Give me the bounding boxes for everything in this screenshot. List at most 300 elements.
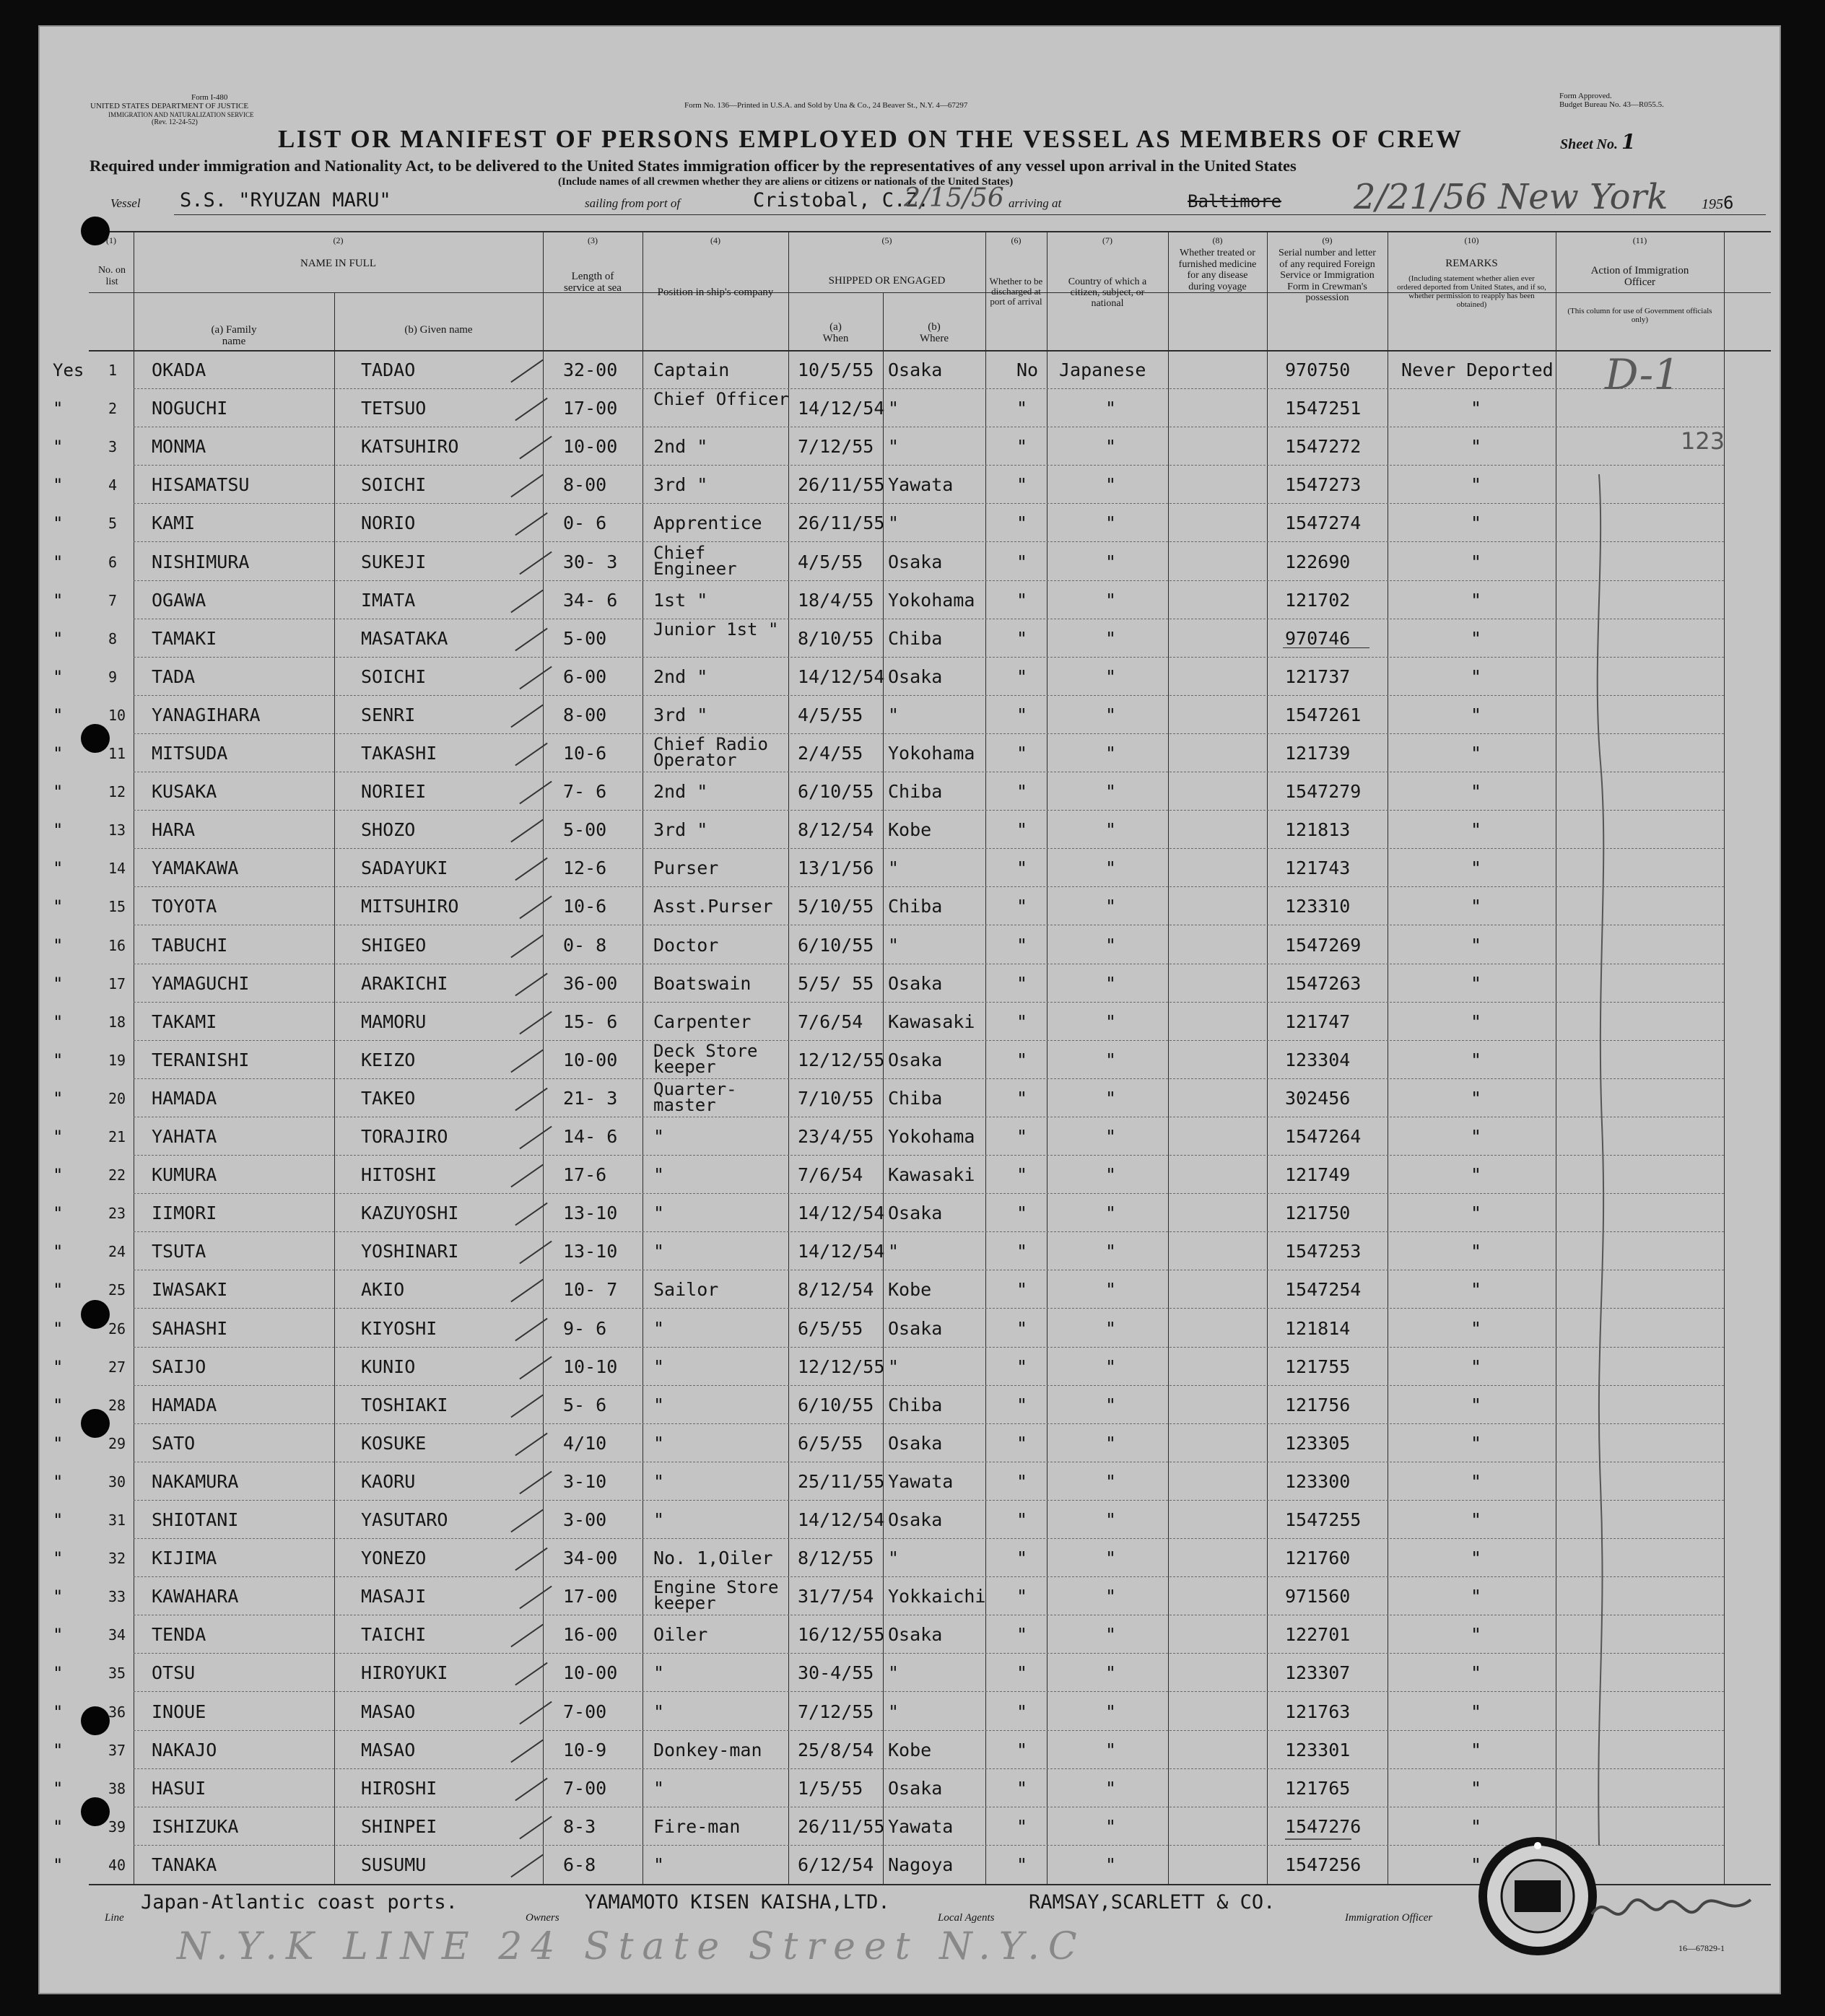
position: Donkey-man bbox=[653, 1739, 762, 1760]
discharge: " bbox=[1016, 1432, 1028, 1454]
remarks: " bbox=[1471, 1548, 1482, 1569]
service-length: 10-9 bbox=[563, 1739, 607, 1760]
position: 2nd " bbox=[653, 436, 708, 458]
row-number: 38 bbox=[108, 1779, 126, 1797]
family-name: IWASAKI bbox=[152, 1279, 228, 1301]
row-flag: " bbox=[53, 820, 64, 841]
service-length: 5- 6 bbox=[563, 1394, 607, 1415]
row-flag: " bbox=[53, 475, 64, 496]
shipped-where: " bbox=[888, 512, 900, 534]
remarks: " bbox=[1471, 1701, 1482, 1722]
given-name: ARAKICHI bbox=[361, 972, 448, 994]
serial-number: 121750 bbox=[1285, 1203, 1351, 1224]
position: 3rd " bbox=[653, 704, 708, 725]
row-flag: " bbox=[53, 1625, 64, 1646]
binder-hole bbox=[81, 217, 110, 245]
country: " bbox=[1105, 1548, 1117, 1569]
header-c3: Length of service at sea bbox=[564, 271, 622, 294]
check-tick bbox=[519, 1586, 552, 1610]
position: " bbox=[653, 1317, 665, 1339]
shipped-when: 8/12/54 bbox=[798, 1279, 874, 1301]
row-flag: " bbox=[53, 551, 64, 572]
given-name: KATSUHIRO bbox=[361, 436, 459, 458]
serial-number: 121756 bbox=[1285, 1394, 1351, 1415]
country: " bbox=[1105, 398, 1117, 419]
row-number: 15 bbox=[108, 898, 126, 916]
shipped-where: Osaka bbox=[888, 359, 943, 380]
family-name: SAHASHI bbox=[152, 1317, 228, 1339]
discharge: " bbox=[1016, 934, 1028, 956]
vessel-name: S.S. "RYUZAN MARU" bbox=[180, 189, 391, 211]
header-c10-num: (10) bbox=[1464, 235, 1479, 245]
check-tick bbox=[515, 1662, 547, 1686]
serial-number: 122701 bbox=[1285, 1624, 1351, 1646]
discharge: " bbox=[1016, 1624, 1028, 1646]
serial-number: 1547255 bbox=[1285, 1509, 1362, 1530]
check-tick bbox=[515, 858, 547, 881]
shipped-when: 16/12/55 bbox=[798, 1624, 885, 1646]
row-flag: " bbox=[53, 858, 64, 879]
position: " bbox=[653, 1701, 665, 1722]
given-name: KUNIO bbox=[361, 1356, 416, 1377]
check-tick bbox=[510, 1049, 543, 1073]
margin-number: 123 bbox=[1681, 427, 1725, 455]
shipped-where: " bbox=[888, 1548, 900, 1569]
family-name: HISAMATSU bbox=[152, 474, 250, 496]
position: Asst.Purser bbox=[653, 896, 773, 917]
discharge: " bbox=[1016, 1470, 1028, 1492]
shipped-where: Nagoya bbox=[888, 1854, 954, 1875]
family-name: KAWAHARA bbox=[152, 1586, 239, 1607]
shipped-when: 6/10/55 bbox=[798, 934, 874, 956]
shipped-where: Yawata bbox=[888, 1815, 954, 1837]
remarks: " bbox=[1471, 1087, 1482, 1109]
row-flag: " bbox=[53, 1318, 64, 1339]
position: " bbox=[653, 1394, 665, 1415]
serial-number: 1547269 bbox=[1285, 934, 1362, 956]
check-tick bbox=[515, 972, 547, 996]
service-length: 36-00 bbox=[563, 972, 618, 994]
service-length: 10-6 bbox=[563, 743, 607, 764]
family-name: KUSAKA bbox=[152, 781, 217, 803]
service-length: 9- 6 bbox=[563, 1317, 607, 1339]
given-name: KIYOSHI bbox=[361, 1317, 437, 1339]
service-length: 17-00 bbox=[563, 398, 618, 419]
serial-number: 1547279 bbox=[1285, 781, 1362, 803]
remarks: " bbox=[1471, 512, 1482, 534]
shipped-where: Kawasaki bbox=[888, 1164, 975, 1186]
shipped-when: 30-4/55 bbox=[798, 1662, 874, 1684]
header-c4-num: (4) bbox=[710, 235, 720, 245]
given-name: TORAJIRO bbox=[361, 1126, 448, 1147]
check-tick bbox=[519, 1701, 552, 1724]
position: " bbox=[653, 1509, 665, 1530]
position: Doctor bbox=[653, 934, 719, 956]
header-c11-num: (11) bbox=[1632, 235, 1647, 245]
binder-hole bbox=[81, 1300, 110, 1329]
given-name: YASUTARO bbox=[361, 1509, 448, 1530]
table-row bbox=[40, 925, 1780, 964]
shipped-where: " bbox=[888, 934, 900, 956]
handwritten-address: N.Y.K LINE 24 State Street N.Y.C bbox=[177, 1925, 1086, 1968]
given-name: SOICHI bbox=[361, 666, 427, 687]
table-row bbox=[40, 1462, 1780, 1500]
shipped-when: 12/12/55 bbox=[798, 1356, 885, 1377]
shipped-where: Osaka bbox=[888, 1777, 943, 1799]
row-flag: " bbox=[53, 1088, 64, 1109]
discharge: " bbox=[1016, 1394, 1028, 1415]
row-number: 35 bbox=[108, 1664, 126, 1683]
shipped-where: Chiba bbox=[888, 781, 943, 803]
country: " bbox=[1105, 1777, 1117, 1799]
row-flag: " bbox=[53, 1242, 64, 1262]
header-c11-note: (This column for use of Government officials only) bbox=[1567, 307, 1712, 324]
row-flag: " bbox=[53, 1816, 64, 1837]
table-row bbox=[40, 619, 1780, 657]
country: " bbox=[1105, 1586, 1117, 1607]
manifest-sheet bbox=[38, 25, 1781, 1994]
service-length: 10- 7 bbox=[563, 1279, 618, 1301]
shipped-where: " bbox=[888, 398, 900, 419]
row-number: 12 bbox=[108, 783, 126, 801]
family-name: TOYOTA bbox=[152, 896, 217, 917]
service-length: 5-00 bbox=[563, 819, 607, 841]
family-name: OTSU bbox=[152, 1662, 196, 1684]
remarks: " bbox=[1471, 1356, 1482, 1377]
service-length: 34-00 bbox=[563, 1548, 618, 1569]
serial-number: 121747 bbox=[1285, 1011, 1351, 1032]
table-row bbox=[40, 465, 1780, 503]
serial-number: 970750 bbox=[1285, 359, 1351, 380]
service-length: 7- 6 bbox=[563, 781, 607, 803]
header-c10-note: (Including statement whether alien ever ordered deported from United States, and if so, whether permission to reapply has been obtained) bbox=[1397, 274, 1546, 309]
country: " bbox=[1105, 1739, 1117, 1760]
service-length: 34- 6 bbox=[563, 589, 618, 611]
table-row bbox=[40, 1117, 1780, 1155]
shipped-where: Kobe bbox=[888, 1279, 932, 1301]
form-approved: Form Approved. bbox=[1559, 92, 1612, 100]
position: Captain bbox=[653, 359, 730, 380]
table-row bbox=[40, 1155, 1780, 1193]
position: " bbox=[653, 1662, 665, 1684]
shipped-where: Osaka bbox=[888, 1049, 943, 1070]
discharge: " bbox=[1016, 398, 1028, 419]
service-length: 7-00 bbox=[563, 1777, 607, 1799]
row-number: 10 bbox=[108, 706, 126, 724]
header-c8-num: (8) bbox=[1212, 235, 1223, 245]
check-tick bbox=[510, 474, 543, 498]
service-length: 12-6 bbox=[563, 858, 607, 879]
table-row bbox=[40, 1040, 1780, 1078]
position: " bbox=[653, 1356, 665, 1377]
family-name: NAKAJO bbox=[152, 1739, 217, 1760]
shipped-where: " bbox=[888, 1701, 900, 1722]
given-name: TAKASHI bbox=[361, 743, 437, 764]
service-length: 32-00 bbox=[563, 359, 618, 380]
serial-number: 121814 bbox=[1285, 1317, 1351, 1339]
serial-number: 1547263 bbox=[1285, 972, 1362, 994]
family-name: ISHIZUKA bbox=[152, 1815, 239, 1837]
position: Fire-man bbox=[653, 1815, 741, 1837]
binder-hole bbox=[81, 1797, 110, 1826]
shipped-where: Yawata bbox=[888, 1470, 954, 1492]
country: " bbox=[1105, 551, 1117, 572]
remarks: " bbox=[1471, 858, 1482, 879]
family-name: YANAGIHARA bbox=[152, 704, 261, 725]
check-tick bbox=[519, 551, 552, 575]
header-c10: REMARKS bbox=[1445, 258, 1498, 269]
position: 3rd " bbox=[653, 819, 708, 841]
row-flag: " bbox=[53, 1356, 64, 1377]
arriving-handwritten: 2/21/56 New York bbox=[1354, 177, 1668, 217]
discharge: " bbox=[1016, 1854, 1028, 1875]
country: " bbox=[1105, 1662, 1117, 1684]
shipped-where: Kobe bbox=[888, 1739, 932, 1760]
header-c2a: (a) Family name bbox=[211, 324, 257, 347]
position: Sailor bbox=[653, 1279, 719, 1301]
discharge: " bbox=[1016, 896, 1028, 917]
position: " bbox=[653, 1203, 665, 1224]
table-row bbox=[40, 1423, 1780, 1462]
check-tick bbox=[515, 1432, 547, 1456]
row-number: 19 bbox=[108, 1051, 126, 1069]
shipped-when: 6/10/55 bbox=[798, 1394, 874, 1415]
serial-number: 121813 bbox=[1285, 819, 1351, 841]
service-length: 0- 8 bbox=[563, 934, 607, 956]
binder-hole bbox=[81, 724, 110, 753]
row-flag: " bbox=[53, 896, 64, 917]
family-name: INOUE bbox=[152, 1701, 206, 1722]
position: Carpenter bbox=[653, 1011, 752, 1032]
service-length: 10-6 bbox=[563, 896, 607, 917]
country: " bbox=[1105, 1126, 1117, 1147]
given-name: YOSHINARI bbox=[361, 1241, 459, 1262]
discharge: " bbox=[1016, 1509, 1028, 1530]
position: " bbox=[653, 1854, 665, 1875]
service-length: 21- 3 bbox=[563, 1087, 618, 1109]
given-name: SHOZO bbox=[361, 819, 416, 841]
service-length: 13-10 bbox=[563, 1241, 618, 1262]
position: " bbox=[653, 1470, 665, 1492]
table-top bbox=[89, 231, 1771, 232]
position: " bbox=[653, 1241, 665, 1262]
shipped-when: 31/7/54 bbox=[798, 1586, 874, 1607]
serial-number: 1547256 bbox=[1285, 1854, 1362, 1875]
officer-label: Immigration Officer bbox=[1345, 1912, 1433, 1924]
family-name: OGAWA bbox=[152, 589, 206, 611]
shipped-when: 8/12/54 bbox=[798, 819, 874, 841]
discharge: " bbox=[1016, 743, 1028, 764]
discharge: " bbox=[1016, 819, 1028, 841]
remarks: " bbox=[1471, 1586, 1482, 1607]
row-flag: " bbox=[53, 1740, 64, 1760]
country: " bbox=[1105, 666, 1117, 687]
serial-number: 121763 bbox=[1285, 1701, 1351, 1722]
officer-mark: D-1 bbox=[1605, 350, 1681, 399]
family-name: TERANISHI bbox=[152, 1049, 250, 1070]
service-length: 4/10 bbox=[563, 1432, 607, 1454]
given-name: HIROYUKI bbox=[361, 1662, 448, 1684]
given-name: NORIEI bbox=[361, 781, 427, 803]
discharge: " bbox=[1016, 704, 1028, 725]
remarks: " bbox=[1471, 551, 1482, 572]
shipped-when: 14/12/54 bbox=[798, 1509, 885, 1530]
table-row bbox=[40, 503, 1780, 541]
discharge: " bbox=[1016, 436, 1028, 458]
shipped-where: Osaka bbox=[888, 1432, 943, 1454]
discharge: " bbox=[1016, 1049, 1028, 1070]
discharge: " bbox=[1016, 1011, 1028, 1032]
remarks: " bbox=[1471, 1317, 1482, 1339]
remarks: " bbox=[1471, 1241, 1482, 1262]
manifest-subtitle: Required under immigration and Nationality Act, to be delivered to the United States immigration officer by the representatives of any vessel upon arrival in the United States bbox=[90, 157, 1297, 175]
row-number: 26 bbox=[108, 1319, 126, 1338]
header-c11: Action of Immigration Officer bbox=[1590, 265, 1689, 288]
serial-number: 121737 bbox=[1285, 666, 1351, 687]
given-name: TOSHIAKI bbox=[361, 1394, 448, 1415]
family-name: IIMORI bbox=[152, 1203, 217, 1224]
country: " bbox=[1105, 436, 1117, 458]
budget-bureau: Budget Bureau No. 43—R055.5. bbox=[1559, 100, 1664, 109]
family-name: HASUI bbox=[152, 1777, 206, 1799]
shipped-when: 8/10/55 bbox=[798, 627, 874, 649]
header-c6-num: (6) bbox=[1011, 235, 1022, 245]
remarks: " bbox=[1471, 1624, 1482, 1646]
immigration-stamp bbox=[1473, 1831, 1603, 1961]
position: Junior 1st " bbox=[653, 619, 779, 640]
shipped-where: Chiba bbox=[888, 1394, 943, 1415]
remarks: " bbox=[1471, 1815, 1482, 1837]
row-flag: " bbox=[53, 437, 64, 458]
given-name: SADAYUKI bbox=[361, 858, 448, 879]
serial-number: 121702 bbox=[1285, 589, 1351, 611]
row-number: 18 bbox=[108, 1013, 126, 1031]
row-number: 6 bbox=[108, 553, 118, 571]
row-number: 1 bbox=[108, 362, 118, 379]
remarks: " bbox=[1471, 972, 1482, 994]
family-name: YAHATA bbox=[152, 1126, 217, 1147]
country: " bbox=[1105, 1087, 1117, 1109]
country: " bbox=[1105, 972, 1117, 994]
service-length: 5-00 bbox=[563, 627, 607, 649]
check-tick bbox=[510, 1509, 543, 1533]
check-tick bbox=[519, 781, 552, 805]
shipped-where: Osaka bbox=[888, 666, 943, 687]
row-number: 36 bbox=[108, 1703, 126, 1721]
shipped-when: 6/5/55 bbox=[798, 1432, 863, 1454]
shipped-when: 7/6/54 bbox=[798, 1164, 863, 1186]
check-tick bbox=[515, 1777, 547, 1801]
check-tick bbox=[515, 1088, 547, 1112]
family-name: HAMADA bbox=[152, 1087, 217, 1109]
shipped-when: 7/12/55 bbox=[798, 1701, 874, 1722]
given-name: NORIO bbox=[361, 512, 416, 534]
row-flag: " bbox=[53, 1471, 64, 1492]
family-name: TSUTA bbox=[152, 1241, 206, 1262]
check-tick bbox=[510, 819, 543, 843]
shipped-where: Yokohama bbox=[888, 743, 975, 764]
position: " bbox=[653, 1432, 665, 1454]
remarks: " bbox=[1471, 1394, 1482, 1415]
position: Engine Store keeper bbox=[653, 1577, 779, 1614]
position: Chief Engineer bbox=[653, 542, 737, 579]
header-c5a: (a) When bbox=[822, 321, 849, 344]
row-number: 8 bbox=[108, 629, 118, 647]
header-c5: SHIPPED OR ENGAGED bbox=[828, 275, 946, 287]
service-length: 16-00 bbox=[563, 1624, 618, 1646]
check-tick bbox=[515, 627, 547, 651]
check-tick bbox=[519, 896, 552, 920]
country: " bbox=[1105, 1241, 1117, 1262]
remarks: " bbox=[1471, 1739, 1482, 1760]
country: " bbox=[1105, 934, 1117, 956]
check-tick bbox=[515, 398, 547, 422]
row-number: 40 bbox=[108, 1856, 126, 1874]
row-number: 16 bbox=[108, 936, 126, 954]
row-flag: " bbox=[53, 1510, 64, 1530]
service-length: 14- 6 bbox=[563, 1126, 618, 1147]
shipped-when: 14/12/54 bbox=[798, 1203, 885, 1224]
check-tick bbox=[519, 1471, 552, 1495]
row-number: 29 bbox=[108, 1434, 126, 1452]
table-row bbox=[40, 388, 1780, 427]
country: " bbox=[1105, 1509, 1117, 1530]
remarks: " bbox=[1471, 627, 1482, 649]
position: 2nd " bbox=[653, 666, 708, 687]
row-number: 30 bbox=[108, 1472, 126, 1491]
discharge: " bbox=[1016, 1317, 1028, 1339]
country: " bbox=[1105, 1394, 1117, 1415]
sailing-label: sailing from port of bbox=[585, 196, 681, 210]
serial-correction bbox=[1283, 647, 1369, 648]
shipped-where: Osaka bbox=[888, 551, 943, 572]
serial-number: 123300 bbox=[1285, 1470, 1351, 1492]
remarks: " bbox=[1471, 1203, 1482, 1224]
binder-hole bbox=[81, 1706, 110, 1735]
table-row bbox=[40, 1538, 1780, 1576]
owners-label: Owners bbox=[526, 1912, 559, 1924]
row-number: 5 bbox=[108, 515, 118, 533]
table-row bbox=[40, 350, 1780, 388]
position: 2nd " bbox=[653, 781, 708, 803]
given-name: MITSUHIRO bbox=[361, 896, 459, 917]
country: " bbox=[1105, 1470, 1117, 1492]
check-tick bbox=[519, 1241, 552, 1265]
table-row bbox=[40, 657, 1780, 695]
discharge: " bbox=[1016, 781, 1028, 803]
family-name: TAMAKI bbox=[152, 627, 217, 649]
country: " bbox=[1105, 1356, 1117, 1377]
serial-number: 1547273 bbox=[1285, 474, 1362, 496]
given-name: SUSUMU bbox=[361, 1854, 427, 1875]
shipped-when: 7/12/55 bbox=[798, 436, 874, 458]
row-number: 37 bbox=[108, 1741, 126, 1759]
serial-number: 122690 bbox=[1285, 551, 1351, 572]
position: " bbox=[653, 1126, 665, 1147]
table-row bbox=[40, 1231, 1780, 1270]
family-name: NOGUCHI bbox=[152, 398, 228, 419]
service-length: 10-00 bbox=[563, 1049, 618, 1070]
service-length: 17-00 bbox=[563, 1586, 618, 1607]
serial-number: 121755 bbox=[1285, 1356, 1351, 1377]
remarks: " bbox=[1471, 704, 1482, 725]
serial-number: 1547261 bbox=[1285, 704, 1362, 725]
from-date-handwritten: 2/15/56 bbox=[904, 183, 1004, 213]
shipped-where: Chiba bbox=[888, 1087, 943, 1109]
header-c7: Country of which a citizen, subject, or national bbox=[1068, 276, 1147, 309]
service-length: 15- 6 bbox=[563, 1011, 618, 1032]
row-flag: " bbox=[53, 590, 64, 611]
